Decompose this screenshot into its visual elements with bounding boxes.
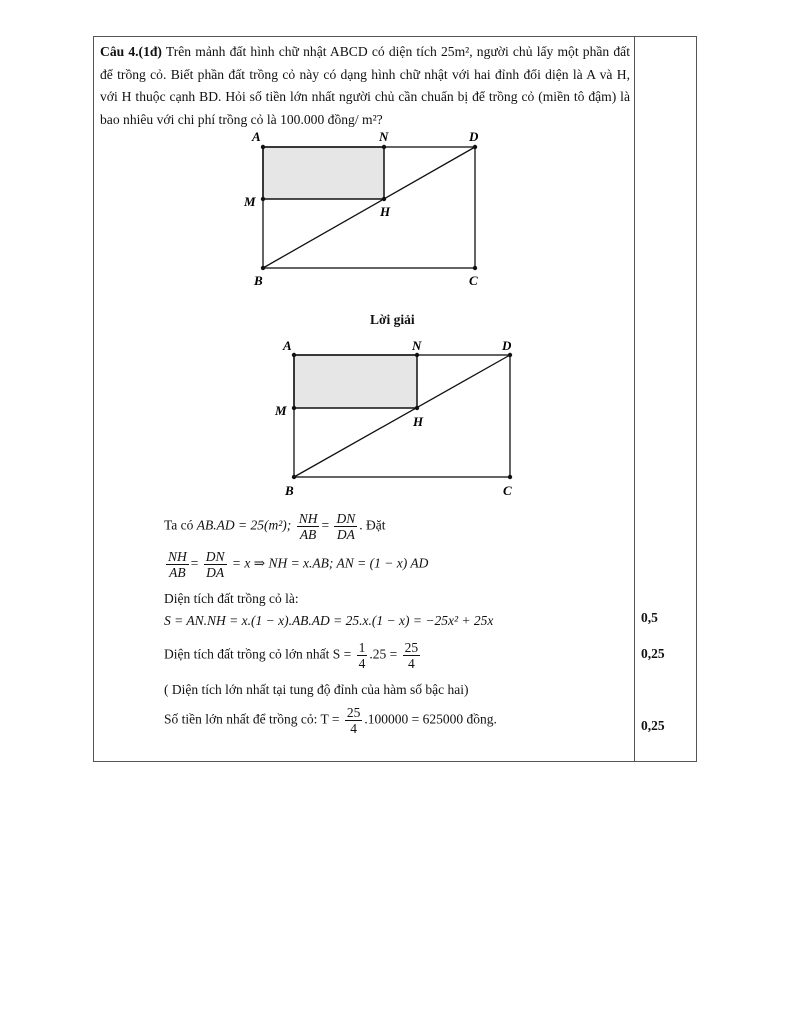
- label-a: A: [252, 129, 261, 144]
- score-2: 0,25: [641, 646, 665, 661]
- label-h: H: [413, 414, 424, 429]
- score-1: 0,5: [641, 610, 658, 625]
- label-n: N: [412, 338, 422, 353]
- grass-area: [263, 147, 384, 199]
- label-m: M: [275, 403, 287, 418]
- solution-line-2: $\frac{NH}{AB}$ = $\frac{DN}{DA}$ = x ⇒ NH = x.AB; AN = (1 − x) AD: [168, 549, 429, 580]
- solution-line-7: Số tiền lớn nhất để trồng cỏ: T = $\frac{25}{4}$ .100000 = 625000 đồng.: [164, 705, 497, 736]
- solution-line-4: S = AN.NH = x.(1 − x).AB.AD = 25.x.(1 − x) = −25x² + 25x: [164, 613, 494, 628]
- solution-line-3: Diện tích đất trồng cỏ là:: [164, 591, 299, 606]
- label-m: M: [244, 194, 256, 209]
- solution-heading: Lời giải: [370, 312, 415, 327]
- solution-line-6: ( Diện tích lớn nhất tại tung độ đỉnh của hàm số bậc hai): [164, 682, 469, 697]
- label-c: C: [469, 273, 478, 288]
- problem-statement: [100, 41, 630, 131]
- problem-text: Trên mảnh đất hình chữ nhật ABCD có diện tích 25m², người chủ lấy một phần đất để trồng cỏ. Biết phần đất trồng cỏ này có dạng hình chữ nhật với hai đỉnh đối diện là A và H, với H thuộc cạnh BD. Hỏi số tiền lớn nhất người chủ cần chuẩn bị để trồng cỏ (miền tô đậm) là bao nhiêu với chi phí trồng cỏ là 100.000 đồng/ m²?: [100, 44, 630, 127]
- score-3: 0,25: [641, 718, 665, 733]
- answer-table: [93, 36, 697, 762]
- label-b: B: [254, 273, 263, 288]
- problem-figure: [234, 129, 494, 294]
- problem-label: Câu 4.(1đ): [100, 44, 162, 59]
- label-d: D: [469, 129, 479, 144]
- score-column-divider: [634, 37, 635, 761]
- solution-figure: [264, 337, 534, 502]
- solution-line-5: Diện tích đất trồng cỏ lớn nhất S = $\frac{1}{4}$ .25 = $\frac{25}{4}$: [164, 640, 419, 671]
- label-c: C: [503, 483, 512, 498]
- label-b: B: [285, 483, 294, 498]
- label-a: A: [283, 338, 292, 353]
- label-n: N: [379, 129, 389, 144]
- label-h: H: [380, 204, 391, 219]
- grass-area: [294, 355, 417, 408]
- label-d: D: [502, 338, 512, 353]
- solution-line-1: Ta có AB.AD = 25(m²); $\frac{NH}{AB}$ = $\frac{DN}{DA}$ . Đặt: [164, 511, 386, 542]
